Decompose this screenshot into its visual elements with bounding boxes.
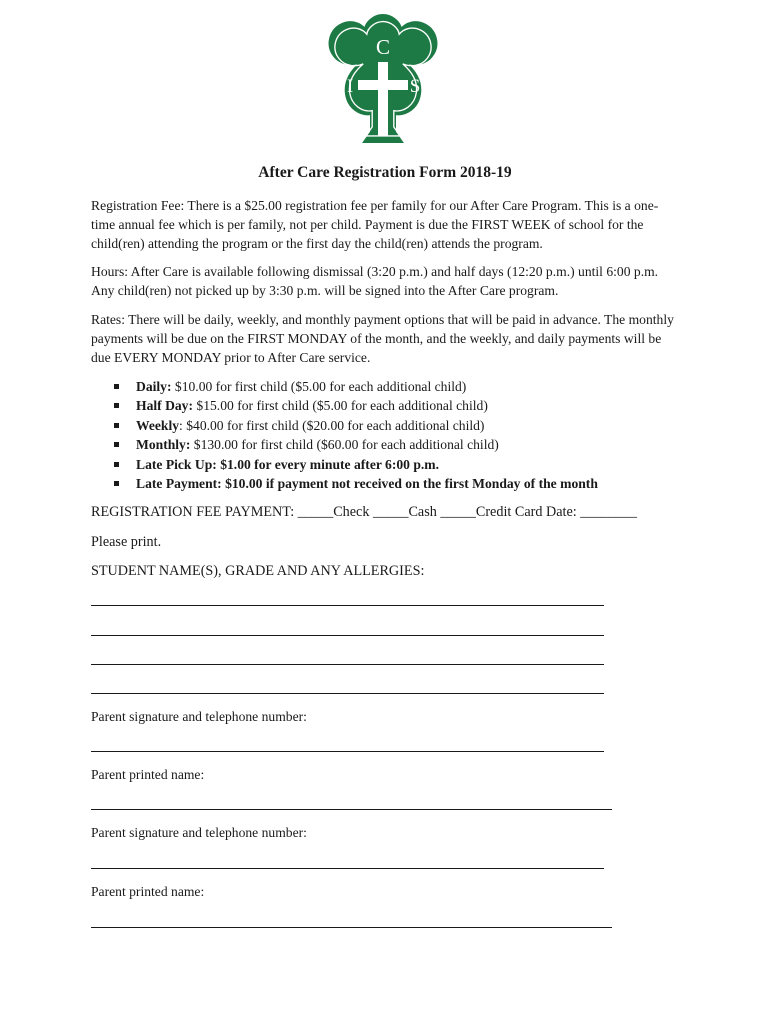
bullet-square-icon: [114, 384, 119, 389]
please-print-text: Please print.: [91, 534, 162, 550]
parent-name-line-1[interactable]: [91, 809, 612, 810]
rate-label: Late Payment: $10.00 if payment not received on the first Monday of the month: [136, 476, 598, 492]
rate-text: $130.00 for first child ($60.00 for each additional child): [190, 437, 499, 453]
bullet-square-icon: [114, 462, 119, 467]
rate-item-monthly: [113, 435, 673, 454]
rate-item-daily: [113, 377, 673, 396]
rate-item-late-payment: [113, 474, 673, 493]
student-info-line-4[interactable]: [91, 693, 604, 694]
rate-text: $10.00 for first child ($5.00 for each additional child): [171, 379, 467, 394]
registration-fee-paragraph: Registration Fee: There is a $25.00 registration fee per family for our After Care Program. This is a one-time annual fee which is per family, not per child. Payment is due the FIRST WEEK of school for the child(ren) attending the program or the first day the child(ren) attends the program.: [91, 198, 659, 252]
rate-text: $15.00 for first child ($5.00 for each additional child): [193, 398, 488, 414]
student-info-prompt: STUDENT NAME(S), GRADE AND ANY ALLERGIES:: [91, 563, 425, 579]
bullet-square-icon: [114, 481, 119, 486]
bullet-square-icon: [114, 423, 119, 428]
form-title: After Care Registration Form 2018-19: [258, 164, 512, 181]
parent-signature-line-2[interactable]: [91, 868, 604, 869]
hours-paragraph: Hours: After Care is available following dismissal (3:20 p.m.) and half days (12:20 p.m.) until 6:00 p.m. Any child(ren) not picked up by 3:30 p.m. will be signed into the After Care program.: [91, 264, 659, 299]
parent-signature-label-1: Parent signature and telephone number:: [91, 709, 307, 724]
rate-item-weekly: [113, 416, 673, 435]
bullet-square-icon: [114, 442, 119, 447]
rate-item-half-day: [113, 396, 673, 415]
rate-label: Monthly:: [136, 437, 191, 453]
logo-letter-c: C: [375, 35, 391, 59]
rate-text: : $40.00 for first child ($20.00 for each additional child): [179, 417, 485, 433]
logo-letter-i: I: [346, 76, 354, 97]
rates-list: [113, 377, 673, 493]
student-info-line-2[interactable]: [91, 635, 604, 636]
student-info-line-1[interactable]: [91, 605, 604, 606]
student-info-line-3[interactable]: [91, 664, 604, 665]
registration-payment-line[interactable]: REGISTRATION FEE PAYMENT: _____Check _____Cash _____Credit Card Date: ________: [91, 504, 638, 520]
shamrock-cross-logo: [324, 14, 442, 148]
rate-label: Half Day:: [136, 398, 194, 414]
parent-signature-label-2: Parent signature and telephone number:: [91, 825, 307, 840]
parent-name-label-1: Parent printed name:: [91, 767, 205, 782]
rate-item-late-pickup: [113, 455, 673, 474]
rate-label: Late Pick Up: $1.00 for every minute after 6:00 p.m.: [136, 456, 440, 472]
rate-label: Weekly: [136, 417, 180, 433]
parent-name-label-2: Parent printed name:: [91, 884, 205, 899]
parent-signature-line-1[interactable]: [91, 751, 604, 752]
parent-name-line-2[interactable]: [91, 927, 612, 928]
rates-paragraph: Rates: There will be daily, weekly, and monthly payment options that will be paid in advance. The monthly payments will be due on the FIRST MONDAY of the month, and the weekly, and daily payments will be due EVERY MONDAY prior to After Care service.: [91, 312, 674, 366]
logo-letter-s: S: [409, 76, 421, 97]
rate-label: Daily:: [136, 379, 172, 394]
bullet-square-icon: [114, 403, 119, 408]
